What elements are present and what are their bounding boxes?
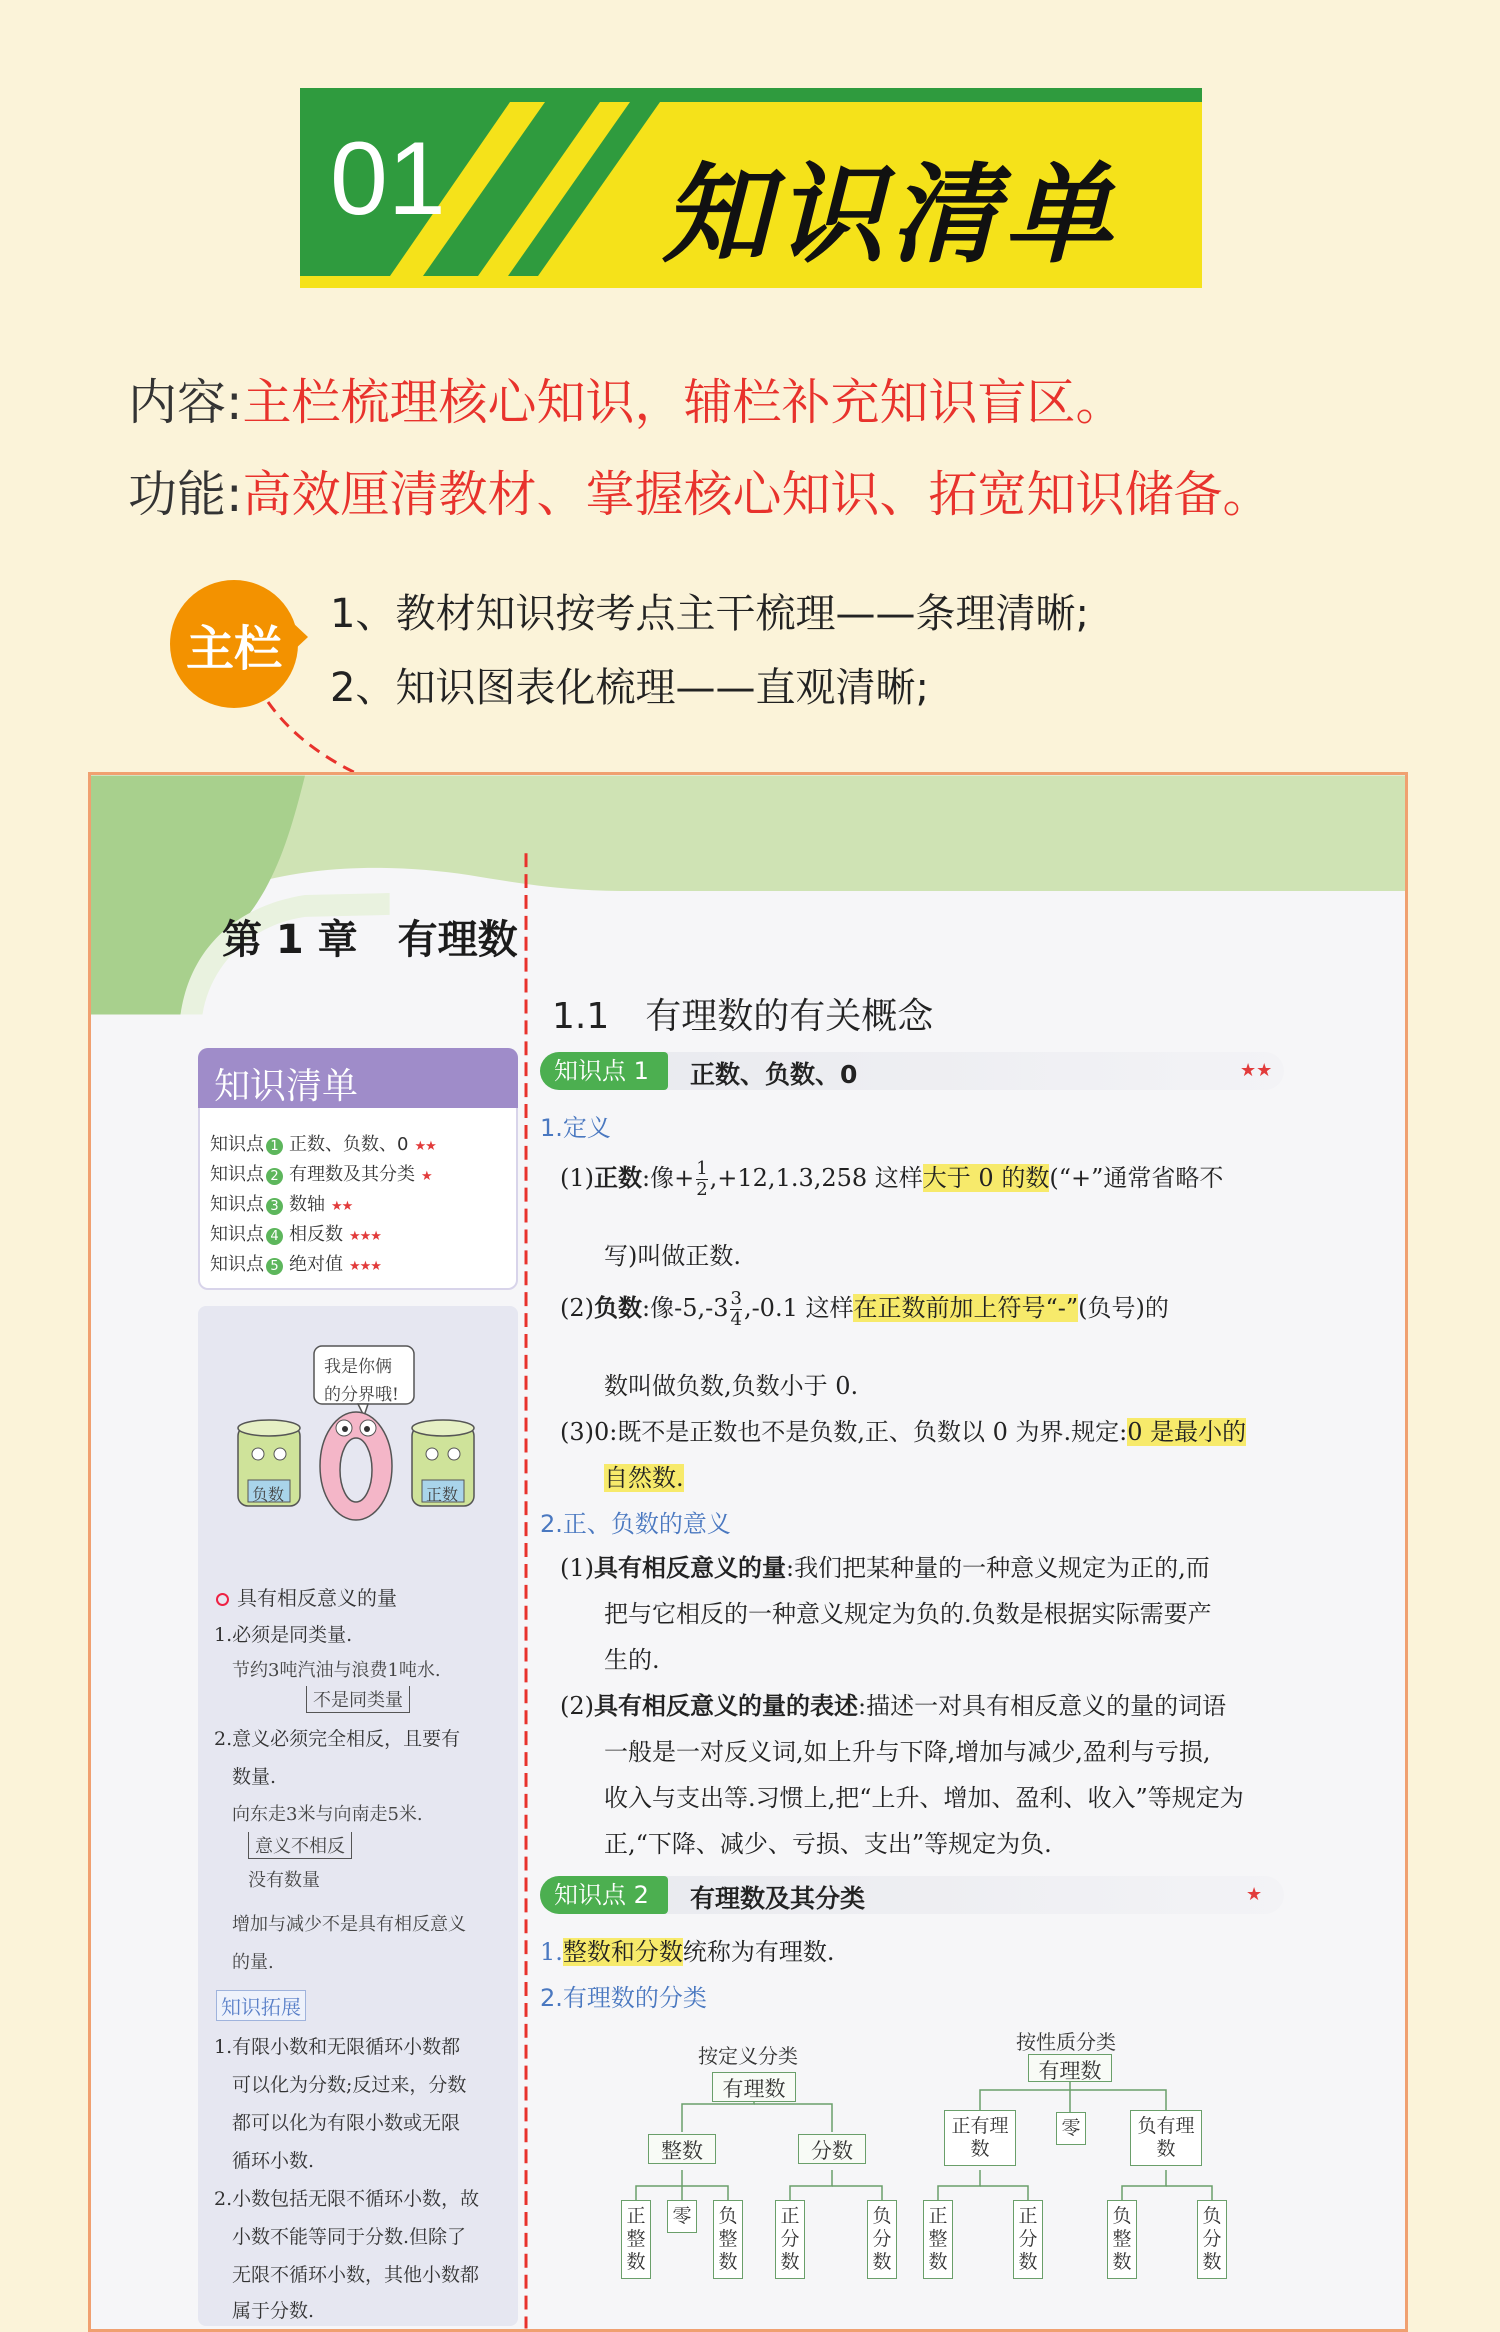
- chapter-title: 第 1 章 有理数: [222, 917, 518, 963]
- meaning-2-cont: 一般是一对反义词,如上升与下降,增加与减少,盈利与亏损,: [604, 1738, 1211, 1766]
- content-line: [128, 364, 1125, 434]
- item-prefix: 知识点: [210, 1164, 264, 1185]
- meaning-2: (2)具有相反意义的量的表述:描述一对具有相反意义的量的词语: [560, 1692, 1227, 1720]
- left-can-label: 负数: [252, 1485, 285, 1504]
- star-icon: ★★: [1240, 1060, 1273, 1081]
- sidebar-note: 无限不循环小数，其他小数都: [232, 2264, 480, 2286]
- sidebar-heading-extension: 知识拓展: [216, 1990, 306, 2021]
- definition-negative-cont: 数叫做负数,负数小于 0.: [604, 1372, 859, 1400]
- star-icon: ★★★: [349, 1259, 381, 1274]
- tree-leaf: 负分数: [1197, 2200, 1227, 2279]
- sidebar-note: 2.小数包括无限不循环小数，故: [214, 2188, 480, 2210]
- right-can-label: 正数: [426, 1485, 459, 1504]
- definition-zero-cont: 自然数.: [604, 1464, 684, 1492]
- item-number: 1: [266, 1138, 283, 1155]
- tree-definition-integer: 整数: [648, 2134, 716, 2164]
- classification-heading: 2.有理数的分类: [540, 1984, 707, 2012]
- meaning-1-cont: 把与它相反的一种意义规定为负的.负数是根据实际需要产: [604, 1600, 1212, 1628]
- section-title: 1.1 有理数的有关概念: [552, 996, 934, 1037]
- meaning-2-cont: 收入与支出等.习惯上,把“上升、增加、盈利、收入”等规定为: [604, 1784, 1244, 1812]
- tree-leaf: 负整数: [713, 2200, 743, 2279]
- kp1-tag: 知识点 1: [540, 1052, 668, 1090]
- main-point-1: 1、教材知识按考点主干梳理——条理清晰;: [330, 591, 1089, 637]
- tree-leaf: 正分数: [1013, 2200, 1043, 2279]
- sidebar-note: 向东走3米与向南走5米.: [232, 1804, 423, 1825]
- tree-definition-label: 按定义分类: [698, 2044, 798, 2068]
- sidebar-note-bracket: 不是同类量: [306, 1686, 410, 1713]
- badge-pointer: [292, 622, 308, 652]
- item-number: 3: [266, 1198, 283, 1215]
- sidebar-note: 可以化为分数;反过来，分数: [232, 2074, 467, 2096]
- sidebar-note: 都可以化为有限小数或无限: [232, 2112, 461, 2134]
- sidebar-note: 数量.: [232, 1766, 277, 1788]
- definition-zero: (3)0:既不是正数也不是负数,正、负数以 0 为界.规定:0 是最小的: [560, 1418, 1247, 1446]
- tree-property-zero: 零: [1056, 2112, 1086, 2145]
- star-icon: ★★: [331, 1199, 353, 1214]
- meaning-heading: 2.正、负数的意义: [540, 1510, 731, 1538]
- tree-property-positive: 正有理数: [944, 2110, 1016, 2166]
- sidebar-note: 没有数量: [248, 1870, 320, 1891]
- star-icon: ★: [1246, 1884, 1263, 1905]
- sidebar-note: 小数不能等同于分数.但除了: [232, 2226, 467, 2248]
- item-number: 2: [266, 1168, 283, 1185]
- speech-line-1: 我是你俩: [324, 1357, 392, 1377]
- content-label: 内容:: [128, 374, 243, 431]
- sidebar-note: 1.必须是同类量.: [214, 1624, 353, 1646]
- knowledge-list-title: 知识清单: [214, 1066, 359, 1107]
- banner-number: 01: [330, 121, 446, 237]
- item-prefix: 知识点: [210, 1224, 264, 1245]
- tree-property-root: 有理数: [1028, 2054, 1112, 2082]
- tree-leaf: 负整数: [1107, 2200, 1137, 2279]
- knowledge-list-item: [210, 1160, 432, 1186]
- tree-definition-fraction: 分数: [798, 2134, 866, 2164]
- star-icon: ★: [421, 1169, 432, 1184]
- sidebar-note: 增加与减少不是具有相反意义: [232, 1914, 466, 1935]
- item-prefix: 知识点: [210, 1134, 264, 1155]
- function-value: 高效厘清教材、掌握核心知识、拓宽知识储备。: [242, 466, 1272, 523]
- item-number: 5: [266, 1258, 283, 1275]
- knowledge-list-item: [210, 1130, 436, 1156]
- knowledge-list-item: [210, 1220, 381, 1246]
- tree-property-label: 按性质分类: [1016, 2030, 1116, 2054]
- sidebar-note: 节约3吨汽油与浪费1吨水.: [232, 1660, 441, 1681]
- item-label: 绝对值: [289, 1254, 343, 1275]
- function-label: 功能:: [128, 466, 243, 523]
- definition-heading: 1.定义: [540, 1114, 611, 1142]
- kp2-tag: 知识点 2: [540, 1876, 668, 1914]
- content-value: 主栏梳理核心知识，辅栏补充知识盲区。: [242, 374, 1125, 431]
- item-number: 4: [266, 1228, 283, 1245]
- function-line: [128, 456, 1272, 526]
- tree-property-negative: 负有理数: [1130, 2110, 1202, 2166]
- definition-positive-cont: 写)叫做正数.: [604, 1242, 741, 1270]
- knowledge-list-item: [210, 1190, 352, 1216]
- sidebar-note: 属于分数.: [232, 2300, 315, 2322]
- sidebar-note: 1.有限小数和无限循环小数都: [214, 2036, 461, 2058]
- sidebar-note: 循环小数.: [232, 2150, 315, 2172]
- kp2-statement: 1.整数和分数统称为有理数.: [540, 1938, 835, 1966]
- sidebar-note: 的量.: [232, 1952, 274, 1973]
- tree-leaf: 正整数: [621, 2200, 651, 2279]
- kp2-title: 有理数及其分类: [690, 1884, 866, 1913]
- sidebar-heading-opposite-quantities: 具有相反意义的量: [216, 1582, 397, 1611]
- sidebar-note: 2.意义必须完全相反，且要有: [214, 1728, 461, 1750]
- knowledge-list-item: [210, 1250, 381, 1276]
- tree-leaf: 正分数: [775, 2200, 805, 2279]
- meaning-1-cont: 生的.: [604, 1646, 660, 1674]
- item-prefix: 知识点: [210, 1254, 264, 1275]
- tree-leaf: 负分数: [867, 2200, 897, 2279]
- definition-positive: (1)正数:像+ $\frac{1}{2}$ ,+12,1.3,258 这样大于 0 的数(“+”通常省略不: [560, 1158, 1224, 1200]
- speech-line-2: 的分界哦!: [324, 1385, 399, 1405]
- tree-leaf: 正整数: [923, 2200, 953, 2279]
- meaning-1: (1)具有相反意义的量:我们把某种量的一种意义规定为正的,而: [560, 1554, 1210, 1582]
- tree-leaf: 零: [667, 2200, 697, 2233]
- item-prefix: 知识点: [210, 1194, 264, 1215]
- main-column-badge: 主栏: [170, 580, 298, 708]
- banner-title: 知识清单: [662, 153, 1119, 278]
- kp1-title: 正数、负数、0: [690, 1060, 858, 1089]
- star-icon: ★★: [414, 1139, 436, 1154]
- item-label: 相反数: [289, 1224, 343, 1245]
- star-icon: ★★★: [349, 1229, 381, 1244]
- item-label: 正数、负数、0: [289, 1134, 409, 1155]
- meaning-2-cont: 正,“下降、减少、亏损、支出”等规定为负.: [604, 1830, 1052, 1858]
- tree-definition-root: 有理数: [712, 2072, 796, 2102]
- sidebar-note-bracket: 意义不相反: [248, 1832, 352, 1859]
- item-label: 数轴: [289, 1194, 325, 1215]
- item-label: 有理数及其分类: [289, 1164, 415, 1185]
- definition-negative: (2)负数:像-5,-3 $\frac{3}{4}$ ,-0.1 这样在正数前加上符号“-”(负号)的: [560, 1288, 1169, 1330]
- main-point-2: 2、知识图表化梳理——直观清晰;: [330, 665, 929, 711]
